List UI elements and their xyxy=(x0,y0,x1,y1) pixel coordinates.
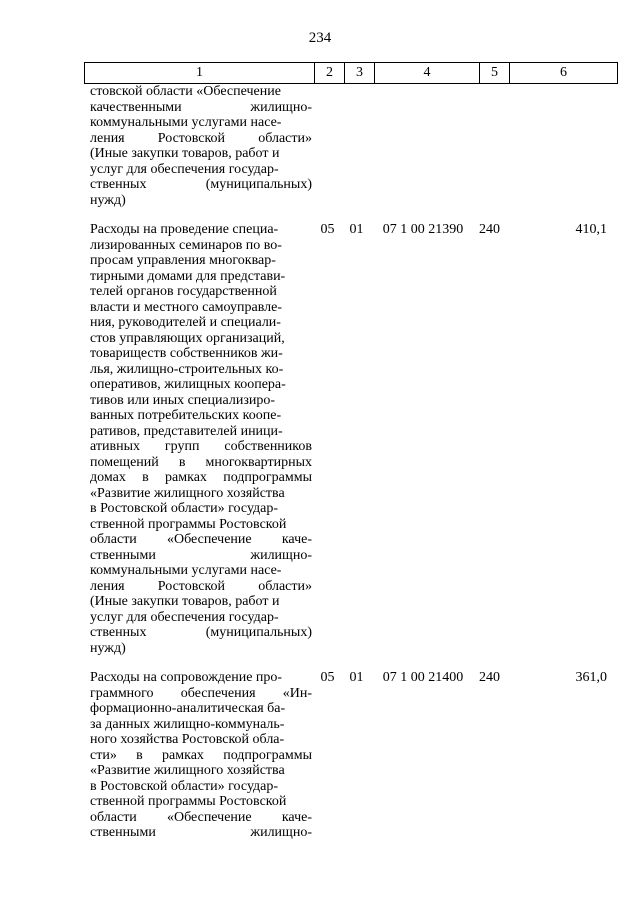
column-header-3: 3 xyxy=(345,63,375,84)
column-header-6: 6 xyxy=(510,63,618,84)
expense-type-code: 240 xyxy=(479,222,500,237)
amount-value: 410,1 xyxy=(575,222,607,237)
description-line: власти и местного самоуправле- xyxy=(90,299,283,315)
description-line: Расходы на проведение специа- xyxy=(90,222,279,237)
description-line: просам управления многоквар- xyxy=(90,253,276,268)
description-line: нужд) xyxy=(90,640,126,656)
description-line: в Ростовской области» государ- xyxy=(90,778,279,794)
description-line: ративов, представителей иници- xyxy=(90,423,283,439)
table-body xyxy=(84,84,614,841)
description-line: за данных жилищно-коммуналь- xyxy=(90,716,285,732)
description-line: (Иные закупки товаров, работ и xyxy=(90,146,280,161)
description-line: ния, руководителей и специали- xyxy=(90,315,281,330)
column-header-1: 1 xyxy=(85,63,315,84)
table-row xyxy=(84,84,614,208)
description-line: телей органов государственной xyxy=(90,284,277,299)
row-description xyxy=(84,222,312,656)
description-line: ственной программы Ростовской xyxy=(90,794,287,809)
description-line: услуг для обеспечения государ- xyxy=(90,161,279,177)
description-line: «Развитие жилищного хозяйства xyxy=(90,485,285,501)
table-row xyxy=(84,222,614,656)
description-line: оперативов, жилищных коопера- xyxy=(90,377,286,392)
column-header-table xyxy=(84,62,618,84)
column-header-4: 4 xyxy=(375,63,480,84)
description-line: ванных потребительских коопе- xyxy=(90,408,282,423)
page-number: 234 xyxy=(308,30,332,46)
table-row xyxy=(84,670,614,841)
column-header-5: 5 xyxy=(480,63,510,84)
description-line: товариществ собственников жи- xyxy=(90,346,283,361)
description-line: Расходы на сопровождение про- xyxy=(90,670,283,685)
amount-value: 361,0 xyxy=(575,670,607,685)
description-line: ственными жилищно- xyxy=(90,825,312,840)
description-line: «Развитие жилищного хозяйства xyxy=(90,763,285,778)
description-line: домах в рамках подпрограммы xyxy=(90,470,312,485)
description-line: граммного обеспечения «Ин- xyxy=(90,685,312,701)
description-line: ственной программы Ростовской xyxy=(90,516,287,532)
description-line: коммунальными услугами насе- xyxy=(90,563,282,578)
description-line: области «Обеспечение каче- xyxy=(90,809,312,825)
description-line: услуг для обеспечения государ- xyxy=(90,609,279,625)
description-line: ственных (муниципальных) xyxy=(90,625,312,640)
row-description xyxy=(84,84,312,208)
description-line: помещений в многоквартирных xyxy=(90,454,312,470)
description-line: коммунальными услугами насе- xyxy=(90,115,282,130)
description-line: ления Ростовской области» xyxy=(90,578,312,594)
description-line: нужд) xyxy=(90,192,126,208)
description-line: (Иные закупки товаров, работ и xyxy=(90,594,280,609)
target-article-code: 07 1 00 21390 xyxy=(382,222,464,237)
description-line: в Ростовской области» государ- xyxy=(90,501,279,516)
description-line: тивов или иных специализиро- xyxy=(90,392,276,408)
description-line: ативных групп собственников xyxy=(90,439,312,454)
expense-type-code: 240 xyxy=(479,670,500,685)
column-header-row xyxy=(85,63,618,84)
description-line: сти» в рамках подпрограммы xyxy=(90,747,312,763)
description-line: ственных (муниципальных) xyxy=(90,177,312,192)
description-line: стов управляющих организаций, xyxy=(90,330,285,346)
description-line: области «Обеспечение каче- xyxy=(90,532,312,547)
description-line: лья, жилищно-строительных ко- xyxy=(90,361,284,377)
row-description xyxy=(84,670,312,841)
description-line: качественными жилищно- xyxy=(90,99,312,115)
section-code: 05 xyxy=(320,670,335,685)
target-article-code: 07 1 00 21400 xyxy=(382,670,464,685)
subsection-code: 01 xyxy=(349,222,364,237)
description-line: ного хозяйства Ростовской обла- xyxy=(90,732,285,747)
description-line: лизированных семинаров по во- xyxy=(90,237,282,253)
section-code: 05 xyxy=(320,222,335,237)
description-line: стовской области «Обеспечение xyxy=(90,84,281,99)
description-line: тирными домами для представи- xyxy=(90,268,286,284)
description-line: ственными жилищно- xyxy=(90,547,312,563)
description-line: формационно-аналитическая ба- xyxy=(90,701,286,716)
subsection-code: 01 xyxy=(349,670,364,685)
description-line: ления Ростовской области» xyxy=(90,130,312,146)
column-header-2: 2 xyxy=(315,63,345,84)
